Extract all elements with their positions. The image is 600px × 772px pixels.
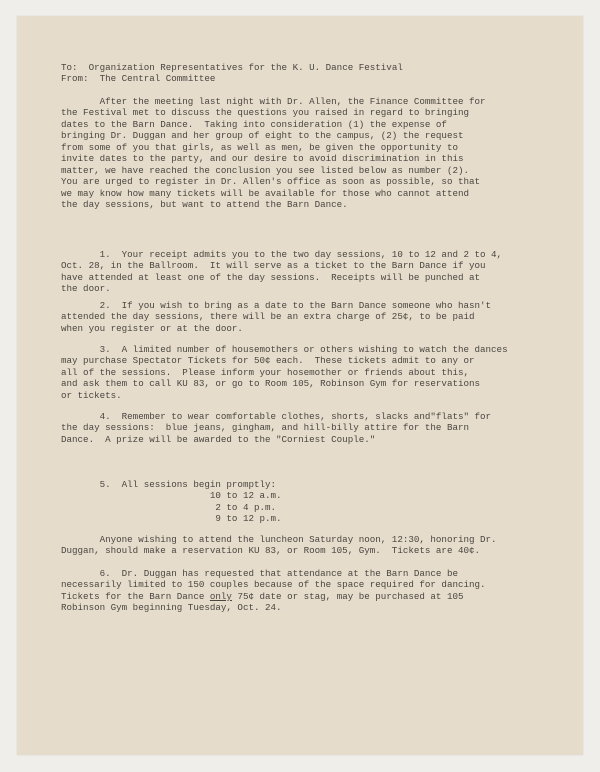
text-line: Tickets for the Barn Dance only 75¢ date or stag, may be purchased at 105 <box>61 590 464 602</box>
paragraph <box>61 411 491 445</box>
text-line: all of the sessions. Please inform your hosemother or friends about this, <box>61 366 469 378</box>
text-line: matter, we have reached the conclusion you see listed below as number (2). <box>61 164 469 176</box>
paragraph <box>61 568 486 614</box>
text-line: 3. A limited number of housemothers or others wishing to watch the dances <box>61 344 508 355</box>
text-line: Dance. A prize will be awarded to the "Corniest Couple." <box>61 433 376 445</box>
from-line <box>61 73 403 84</box>
text-line: After the meeting last night with Dr. Allen, the Finance Committee for <box>61 96 486 107</box>
text-line: Robinson Gym beginning Tuesday, Oct. 24. <box>61 602 282 614</box>
text-line: 4. Remember to wear comfortable clothes, shorts, slacks and"flats" for <box>61 411 492 422</box>
text-line: 2 to 4 p.m. <box>61 501 277 513</box>
text-line: we may know how many tickets will be available for those who cannot attend <box>61 187 469 199</box>
text-line: 9 to 12 p.m. <box>61 513 282 525</box>
text-line: 10 to 12 a.m. <box>61 490 282 502</box>
to-line <box>61 62 403 73</box>
text-line: 6. Dr. Duggan has requested that attendance at the Barn Dance be <box>61 568 458 579</box>
text-line: the day sessions, but want to attend the Barn Dance. <box>61 198 348 210</box>
memo-header <box>61 62 403 85</box>
from-label: From: <box>61 73 89 85</box>
text-line: 5. All sessions begin promptly: <box>61 479 277 490</box>
text-line: necessarily limited to 150 couples because of the space required for dancing. <box>61 579 486 591</box>
paragraph <box>61 534 497 557</box>
paragraph <box>61 300 491 334</box>
text-line: invite dates to the party, and our desire to avoid discrimination in this <box>61 153 464 165</box>
text-line: Oct. 28, in the Ballroom. It will serve as a ticket to the Barn Dance if you <box>61 260 486 272</box>
text-line: have attended at least one of the day sessions. Receipts will be punched at <box>61 271 481 283</box>
text-line: bringing Dr. Duggan and her group of eight to the campus, (2) the request <box>61 130 464 142</box>
paragraph <box>61 96 486 210</box>
text-line: You are urged to register in Dr. Allen's office as soon as possible, so that <box>61 176 481 188</box>
to-value: Organization Representatives for the K. U. Dance Festival <box>88 62 403 73</box>
text-line: 2. If you wish to bring as a date to the Barn Dance someone who hasn't <box>61 300 492 311</box>
paragraph <box>61 479 282 525</box>
text-line: and ask them to call KU 83, or go to Room 105, Robinson Gym for reservations <box>61 378 481 390</box>
to-label: To: <box>61 62 78 73</box>
text-line: Duggan, should make a reservation KU 83, or Room 105, Gym. Tickets are 40¢. <box>61 545 481 557</box>
underlined-word: only <box>209 590 232 602</box>
text-line: or tickets. <box>61 389 122 401</box>
text-line: attended the day sessions, there will be an extra charge of 25¢, to be paid <box>61 311 475 323</box>
text-line: the door. <box>61 283 111 295</box>
text-line: 1. Your receipt admits you to the two day sessions, 10 to 12 and 2 to 4, <box>61 249 503 260</box>
text-line: from some of you that girls, as well as men, be given the opportunity to <box>61 141 458 153</box>
text-line: Anyone wishing to attend the luncheon Saturday noon, 12:30, honoring Dr. <box>61 534 497 545</box>
text-line: the Festival met to discuss the questions you raised in regard to bringing <box>61 107 469 119</box>
text-line: the day sessions: blue jeans, gingham, and hill-billy attire for the Barn <box>61 422 469 434</box>
paragraph <box>61 249 502 295</box>
text-line: when you register or at the door. <box>61 322 243 334</box>
text-line: dates to the Barn Dance. Taking into consideration (1) the expense of <box>61 118 447 130</box>
paragraph <box>61 344 508 401</box>
from-value: The Central Committee <box>99 73 216 85</box>
text-line: may purchase Spectator Tickets for 50¢ each. These tickets admit to any or <box>61 355 475 367</box>
